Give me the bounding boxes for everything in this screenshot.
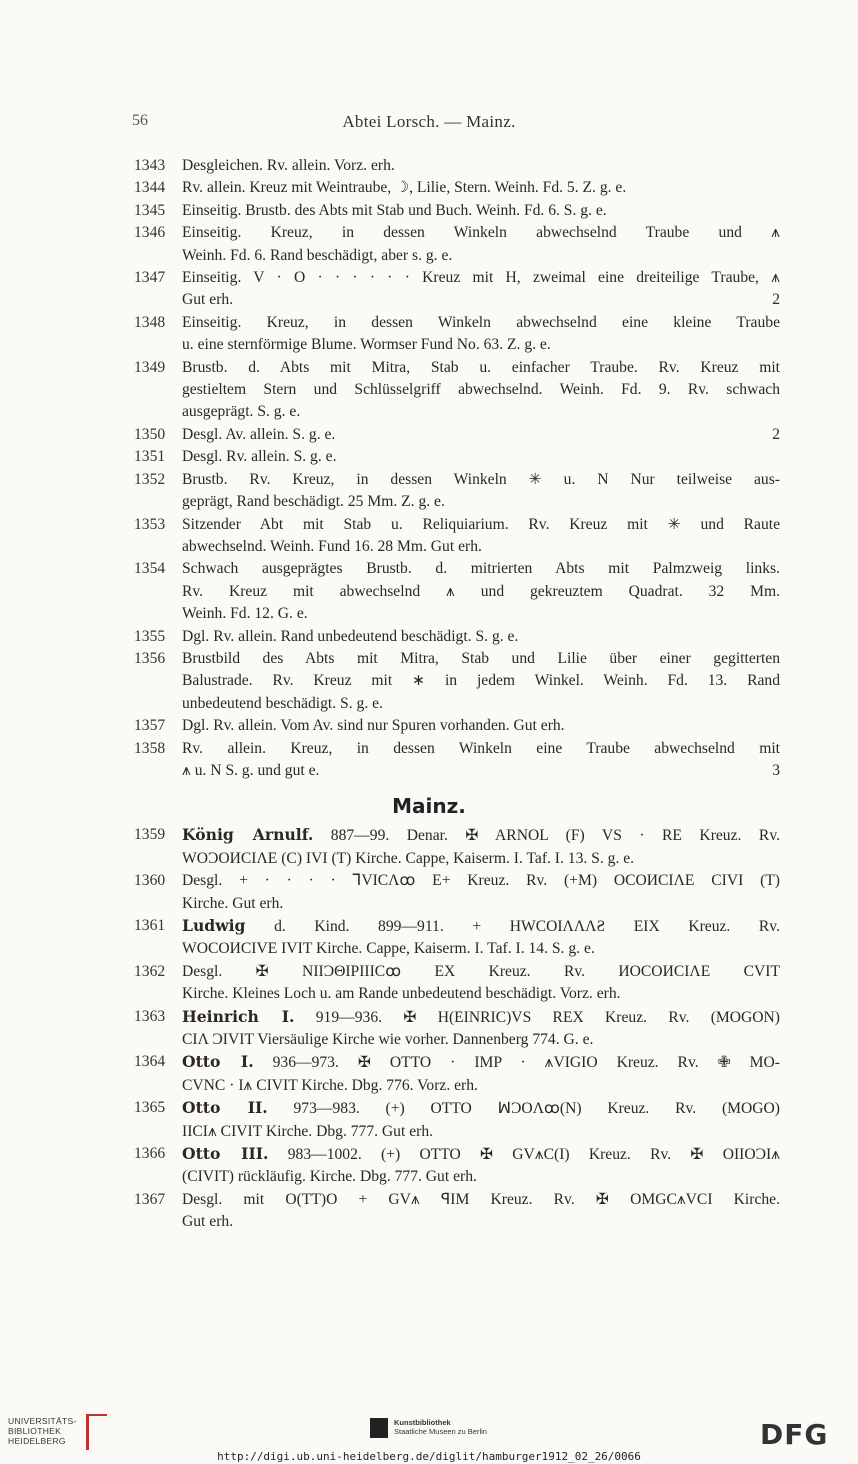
- entry-text: Brustb. d. Abts mit Mitra, Stab u. einfacher Traube. Rv. Kreuz mit: [182, 358, 780, 376]
- entry-line: [182, 1006, 780, 1029]
- entry-number: 1361: [134, 917, 166, 934]
- entry-line: [182, 446, 780, 468]
- entry-text: WOƆOИCIΛE (C) IVI (T) Kirche. Cappe, Kaiserm. I. Taf. I. 13. S. g. e.: [182, 849, 635, 867]
- ruler-name: Otto I.: [182, 1052, 254, 1072]
- catalog-entry: [0, 824, 858, 870]
- entry-number: 1357: [134, 717, 166, 735]
- entry-number: 1353: [134, 515, 166, 533]
- entry-text: 983—1002. (+) OTTO ✠ GV⩚C(I) Kreuz. Rv. ✠ OIIOƆI⩚: [268, 1146, 780, 1164]
- catalog-entry: [0, 446, 858, 468]
- entry-text: Einseitig. Kreuz, in dessen Winkeln abwechselnd eine kleine Traube: [182, 313, 780, 331]
- entry-line: [182, 715, 780, 737]
- entry-text: Desgl. Av. allein. S. g. e.: [182, 425, 336, 443]
- catalog-entry: [0, 357, 858, 424]
- entry-line: [182, 1189, 780, 1211]
- entry-number: 1362: [134, 962, 166, 980]
- entry-line: [182, 177, 780, 199]
- entry-line: [182, 267, 780, 289]
- entry-text: Brustb. Rv. Kreuz, in dessen Winkeln ✳ u. N Nur teilweise aus-: [182, 470, 780, 488]
- entry-line: [182, 536, 780, 558]
- entry-text: 919—936. ✠ H(EINRIC)VS REX Kreuz. Rv. (MOGON): [294, 1008, 780, 1026]
- entry-number: 1344: [134, 179, 166, 197]
- uni-logo-line2: BIBLIOTHEK: [8, 1426, 62, 1436]
- entry-text: Einseitig. Kreuz, in dessen Winkeln abwechselnd Traube und ⩚: [182, 224, 780, 242]
- entry-text: Einseitig. V · O · · · · · · Kreuz mit H, zweimal eine dreiteilige Traube, ⩚: [182, 269, 780, 287]
- entry-line: [182, 670, 780, 692]
- entry-line: [182, 1075, 780, 1097]
- kb-line2: Staatliche Museen zu Berlin: [394, 1427, 487, 1436]
- kb-mark-icon: [370, 1418, 388, 1438]
- entry-text: 887—99. Denar. ✠ ARNOL (F) VS · RE Kreuz. Rv.: [313, 827, 780, 845]
- entry-text: abwechselnd. Weinh. Fund 16. 28 Mm. Gut erh.: [182, 537, 482, 555]
- entry-text: Weinh. Fd. 6. Rand beschädigt, aber s. g. e.: [182, 246, 453, 264]
- catalog-entry: [0, 558, 858, 625]
- entry-line: [182, 848, 780, 870]
- entry-number: 1365: [134, 1099, 166, 1117]
- entry-number: 1343: [134, 157, 166, 174]
- rarity-value: 3: [772, 761, 780, 779]
- catalog-entry: [0, 738, 858, 783]
- entry-line: [182, 334, 780, 356]
- entry-text: Desgl. mit O(TT)O + GV⩚ ꟼIM Kreuz. Rv. ✠ OMGC⩚VCI Kirche.: [182, 1190, 780, 1208]
- entry-line: [182, 1166, 780, 1188]
- entry-text: Balustrade. Rv. Kreuz mit ∗ in jedem Winkel. Weinh. Fd. 13. Rand: [182, 672, 780, 690]
- entry-line: [182, 760, 780, 782]
- entry-line: [182, 581, 780, 603]
- catalog-entry: [0, 312, 858, 357]
- section-title: Mainz.: [392, 794, 466, 819]
- entry-text: 936—973. ✠ OTTO · IMP · ⩚VIGIO Kreuz. Rv. ✙ MO-: [253, 1054, 780, 1072]
- entry-text: Kirche. Kleines Loch u. am Rande unbedeutend beschädigt. Vorz. erh.: [182, 985, 621, 1003]
- catalog-entry: [0, 1097, 858, 1143]
- entry-line: [182, 938, 780, 960]
- catalog-entry: [0, 915, 858, 961]
- entry-text: Weinh. Fd. 12. G. e.: [182, 605, 308, 623]
- catalog-entry: [0, 1051, 858, 1097]
- entry-text: u. eine sternförmige Blume. Wormser Fund No. 63. Z. g. e.: [182, 336, 551, 354]
- university-library-logo[interactable]: [8, 1416, 77, 1446]
- entry-number: 1367: [134, 1190, 166, 1208]
- entry-text: 973—983. (+) OTTO ꟽƆOΛꝏ(N) Kreuz. Rv. (MOGO): [267, 1100, 780, 1118]
- catalog-entry: [0, 424, 858, 446]
- entry-line: [182, 289, 780, 311]
- entry-text: Gut erh.: [182, 1213, 234, 1231]
- entry-line: [182, 983, 780, 1005]
- catalog-entry: [0, 715, 858, 737]
- entry-text: ausgeprägt. S. g. e.: [182, 403, 301, 421]
- entry-number: 1360: [134, 872, 166, 890]
- entry-text: Kirche. Gut erh.: [182, 894, 284, 912]
- dfg-logo[interactable]: DFG: [760, 1418, 829, 1451]
- entry-text: (CIVIT) rückläufig. Kirche. Dbg. 777. Gut erh.: [182, 1168, 477, 1186]
- entry-text: Desgl. Rv. allein. S. g. e.: [182, 448, 337, 466]
- entry-number: 1363: [134, 1007, 166, 1025]
- entry-text: Brustbild des Abts mit Mitra, Stab und Lilie über einer gegitterten: [182, 649, 780, 667]
- entry-line: [182, 379, 780, 401]
- entry-line: [182, 469, 780, 491]
- ruler-name: Otto II.: [182, 1098, 268, 1118]
- entry-number: 1347: [134, 269, 166, 287]
- entry-number: 1355: [134, 627, 166, 645]
- entry-text: CIΛ ƆIVIT Viersäulige Kirche wie vorher. Dannenberg 774. G. e.: [182, 1031, 594, 1049]
- page-number: 56: [132, 112, 148, 129]
- entry-number: 1366: [134, 1145, 166, 1163]
- entry-text: CVNC · I⩚ CIVIT Kirche. Dbg. 776. Vorz. erh.: [182, 1076, 478, 1094]
- entry-line: [182, 870, 780, 892]
- entry-text: Dgl. Rv. allein. Rand unbedeutend beschädigt. S. g. e.: [182, 627, 519, 645]
- entry-line: [182, 626, 780, 648]
- entry-line: [182, 200, 780, 222]
- entry-text: Sitzender Abt mit Stab u. Reliquiarium. Rv. Kreuz mit ✳ und Raute: [182, 515, 780, 533]
- entry-line: [182, 222, 780, 244]
- entry-text: ⩚ u. N S. g. und gut e.: [182, 761, 320, 779]
- entry-line: [182, 1097, 780, 1120]
- entry-number: 1348: [134, 313, 166, 331]
- ruler-name: König Arnulf.: [182, 825, 314, 845]
- entry-line: [182, 424, 780, 446]
- page-footer: [0, 1412, 858, 1464]
- catalog-entry: [0, 469, 858, 514]
- catalog-entry: [0, 648, 858, 715]
- entry-line: [182, 1121, 780, 1143]
- catalog-entries: [0, 155, 858, 1234]
- entry-number: 1349: [134, 358, 166, 376]
- uni-logo-line3: HEIDELBERG: [8, 1436, 66, 1446]
- catalog-entry: [0, 222, 858, 267]
- entry-text: gestieltem Stern und Schlüsselgriff abwechselnd. Weinh. Fd. 9. Rv. schwach: [182, 381, 780, 399]
- permalink-url[interactable]: http://digi.ub.uni-heidelberg.de/diglit/hamburger1912_02_26/0066: [217, 1450, 641, 1463]
- entry-line: [182, 1051, 780, 1074]
- catalog-entry: [0, 177, 858, 199]
- entry-text: d. Kind. 899—911. + HWCOIΛΛΛƧ EIX Kreuz. Rv.: [245, 918, 780, 935]
- entry-line: [182, 401, 780, 423]
- catalog-entry: [0, 200, 858, 222]
- entry-line: [182, 648, 780, 670]
- entry-text: geprägt, Rand beschädigt. 25 Mm. Z. g. e.: [182, 493, 445, 511]
- crest-icon: [86, 1414, 107, 1450]
- entry-text: Dgl. Rv. allein. Vom Av. sind nur Spuren vorhanden. Gut erh.: [182, 717, 565, 735]
- catalog-entry: [0, 961, 858, 1006]
- entry-line: [182, 514, 780, 536]
- entry-text: Schwach ausgeprägtes Brustb. d. mitrierten Abts mit Palmzweig links.: [182, 560, 780, 578]
- uni-logo-line1: UNIVERSITÄTS-: [8, 1416, 77, 1426]
- entry-number: 1354: [134, 560, 166, 578]
- catalog-entry: [0, 626, 858, 648]
- entry-number: 1351: [134, 448, 166, 466]
- entry-number: 1356: [134, 649, 166, 667]
- ruler-name: Ludwig: [182, 916, 246, 935]
- entry-line: [182, 738, 780, 760]
- entry-number: 1358: [134, 739, 166, 757]
- entry-line: [182, 1211, 780, 1233]
- entry-line: [182, 245, 780, 267]
- entry-text: Rv. allein. Kreuz mit Weintraube, ☽, Lilie, Stern. Weinh. Fd. 5. Z. g. e.: [182, 179, 627, 197]
- kb-line1: Kunstbibliothek: [394, 1418, 451, 1427]
- entry-line: [182, 1143, 780, 1166]
- entry-text: Desgl. + · · · · ⅂VICΛꝏ E+ Kreuz. Rv. (+M) OCOИCIΛE CIVI (T): [182, 872, 780, 890]
- entry-number: 1346: [134, 224, 166, 242]
- entries-mainz: [0, 824, 858, 1233]
- entry-number: 1364: [134, 1053, 166, 1071]
- page-header: [0, 112, 858, 134]
- entry-text: Desgl. ✠ NIIƆΘIPIIICꝏ EX Kreuz. Rv. ИOCOИCIΛE CVIT: [182, 962, 780, 980]
- catalog-entry: [0, 155, 858, 177]
- entry-line: [182, 558, 780, 580]
- ruler-name: Otto III.: [182, 1144, 269, 1164]
- entry-number: 1352: [134, 470, 166, 488]
- entry-line: [182, 603, 780, 625]
- entry-line: [182, 1029, 780, 1051]
- entry-line: [182, 357, 780, 379]
- entry-text: Gut erh.: [182, 291, 234, 309]
- catalog-entry: [0, 870, 858, 915]
- entry-number: 1350: [134, 425, 166, 443]
- entry-line: [182, 155, 780, 177]
- entry-line: [182, 491, 780, 513]
- rarity-value: 2: [772, 425, 780, 443]
- entry-number: 1345: [134, 201, 166, 219]
- entry-text: unbedeutend beschädigt. S. g. e.: [182, 694, 383, 712]
- catalog-entry: [0, 1143, 858, 1189]
- entry-line: [182, 312, 780, 334]
- entry-line: [182, 893, 780, 915]
- entries-lorsch: [0, 155, 858, 782]
- entry-text: Rv. Kreuz mit abwechselnd ⩚ und gekreuztem Quadrat. 32 Mm.: [182, 582, 780, 600]
- rarity-value: 2: [772, 291, 780, 309]
- entry-line: [182, 693, 780, 715]
- catalog-entry: [0, 514, 858, 559]
- catalog-entry: [0, 1006, 858, 1052]
- entry-text: IICI⩚ CIVIT Kirche. Dbg. 777. Gut erh.: [182, 1122, 434, 1140]
- entry-line: [182, 824, 780, 847]
- catalog-entry: [0, 267, 858, 312]
- entry-line: [182, 915, 780, 938]
- entry-text: Desgleichen. Rv. allein. Vorz. erh.: [182, 157, 395, 174]
- ruler-name: Heinrich I.: [182, 1006, 295, 1026]
- entry-text: WOCOИCIVE IVIT Kirche. Cappe, Kaiserm. I. Taf. I. 14. S. g. e.: [182, 940, 595, 958]
- running-title: Abtei Lorsch. — Mainz.: [342, 112, 516, 131]
- catalog-entry: [0, 1189, 858, 1234]
- entry-text: Rv. allein. Kreuz, in dessen Winkeln eine Traube abwechselnd mit: [182, 739, 780, 757]
- entry-line: [182, 961, 780, 983]
- entry-text: Einseitig. Brustb. des Abts mit Stab und Buch. Weinh. Fd. 6. S. g. e.: [182, 201, 607, 219]
- kunstbibliothek-logo[interactable]: [394, 1418, 487, 1436]
- entry-number: 1359: [134, 826, 166, 844]
